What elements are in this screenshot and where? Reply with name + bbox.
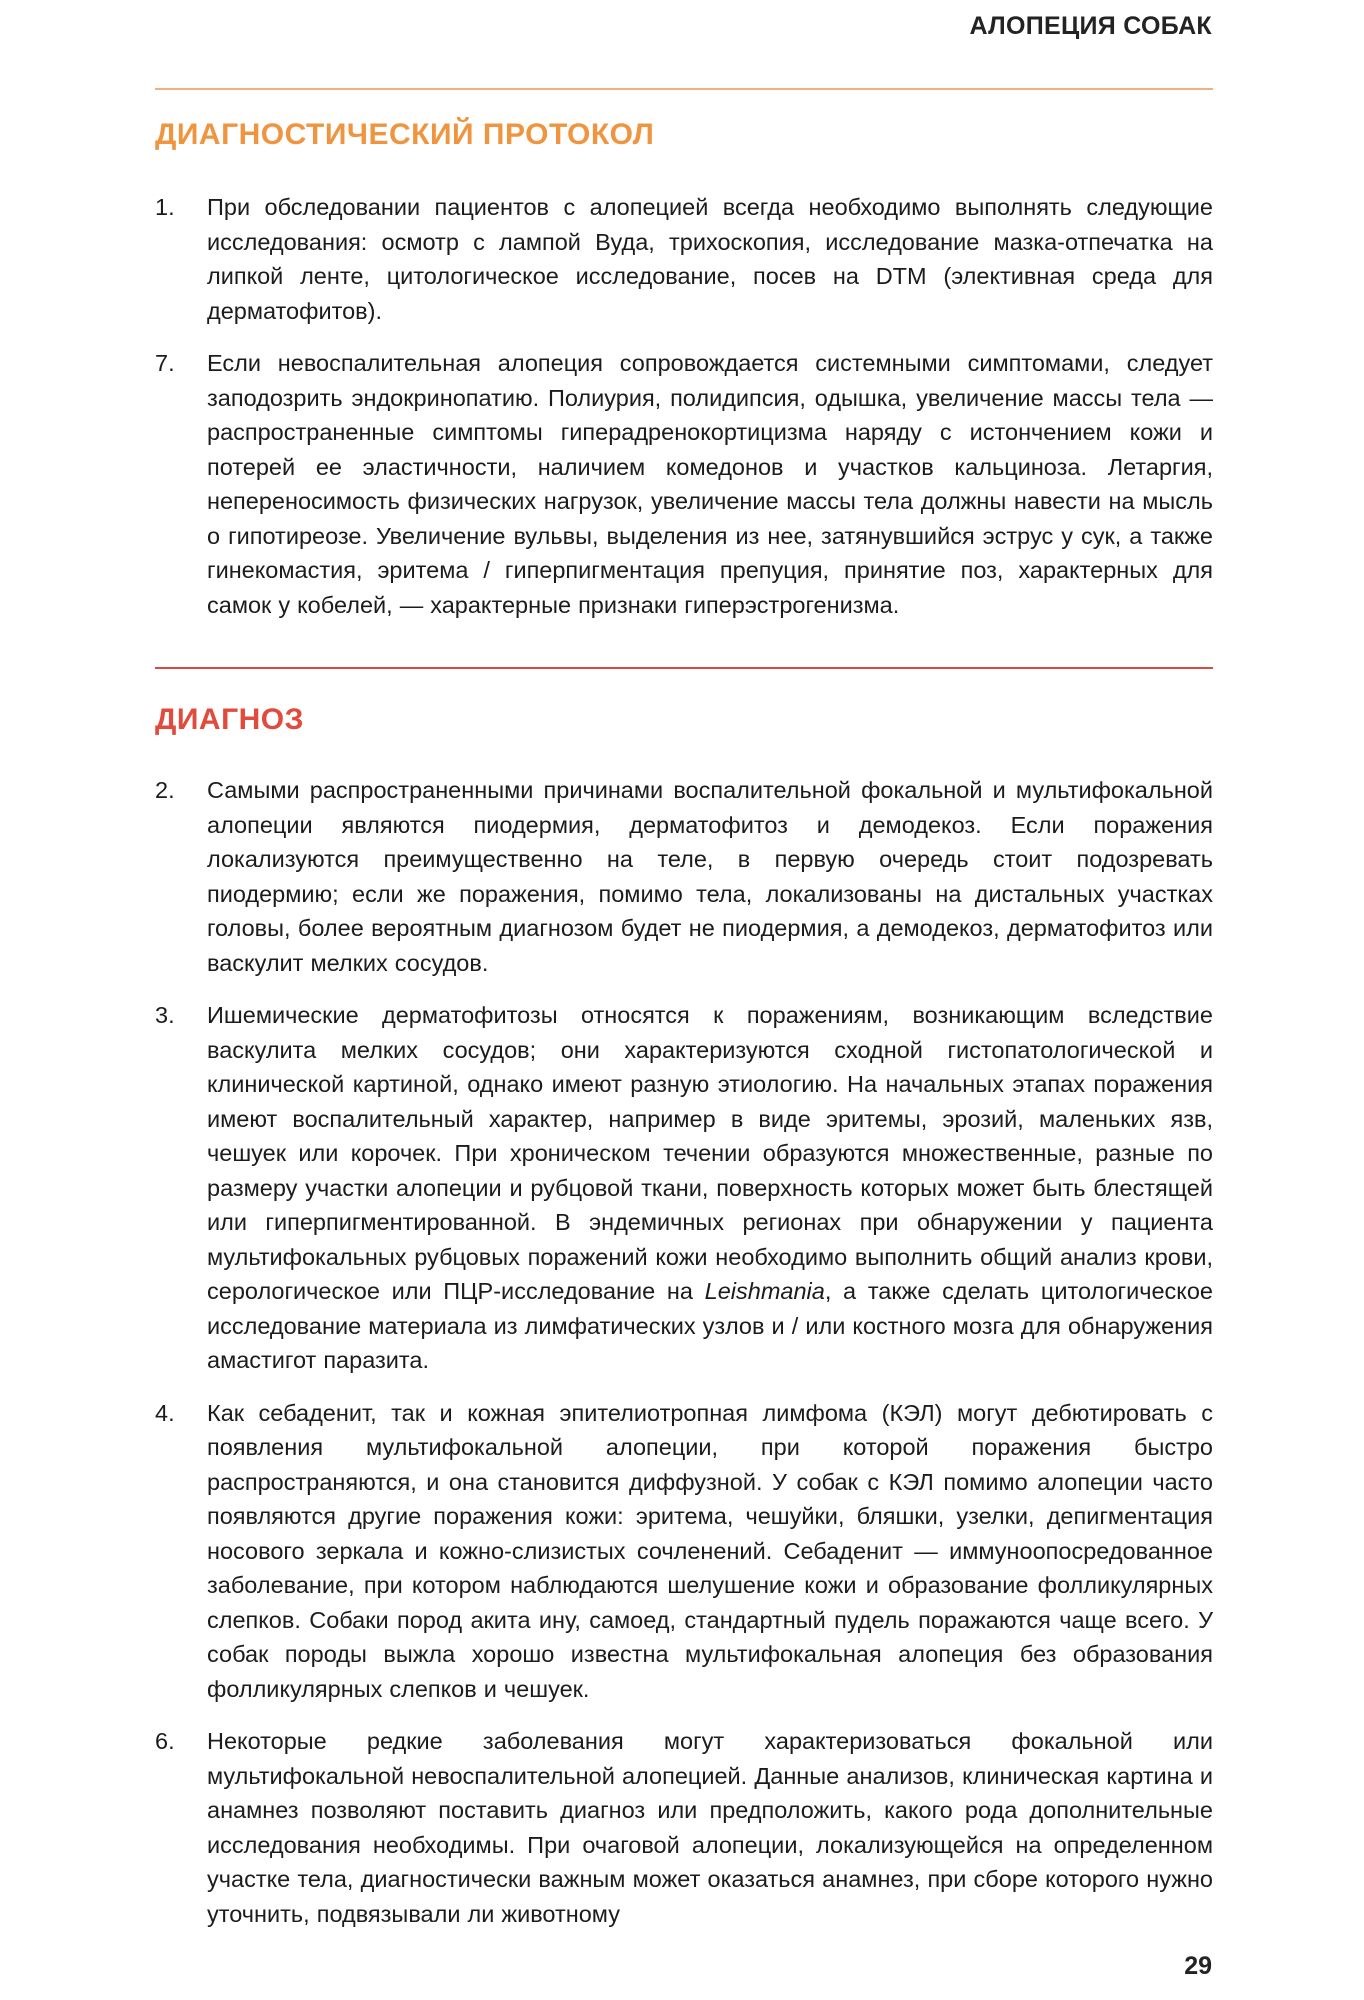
item-number: 4. (155, 1399, 175, 1426)
item-text-part: , а также сделать цитологическое исследование материала из лимфатических узлов и / или костного мозга для обнаружения амастигот паразита. (207, 1278, 1213, 1373)
item-text: При обследовании пациентов с алопецией всегда необходимо выполнять следующие исследования: осмотр с лампой Вуда, трихоскопия, исследование мазка-отпечатка на липкой ленте, цитологическое исследование, посев на DTM (элективная среда для дерматофитов). (207, 194, 1213, 324)
item-number: 7. (155, 350, 175, 376)
protocol-list (155, 190, 1213, 640)
list-item (155, 998, 1213, 1378)
item-number: 6. (155, 1728, 175, 1754)
item-text: Как себаденит, так и кожная эпителиотропная лимфома (КЭЛ) могут дебютировать с появления мультифокальной алопеции, при которой поражения быстро распространяются, и она становится диффузной. У собак с КЭЛ помимо алопеции часто появляются другие поражения кожи: эритема, чешуйки, бляшки, узелки, депигментация носового зеркала и кожно-слизистых сочленений. Себаденит — иммуноопосредованное заболевание, при котором наблюдаются шелушение кожи и образование фолликулярных слепков. Собаки пород акита ину, самоед, стандартный пудель поражаются чаще всего. У собак породы выжла хорошо известна мультифокальная алопеция без образования фолликулярных слепков и чешуек. (207, 1399, 1213, 1702)
running-head: АЛОПЕЦИЯ СОБАК (969, 12, 1212, 40)
list-item (155, 773, 1213, 980)
top-divider (155, 88, 1213, 90)
protocol-section-title: ДИАГНОСТИЧЕСКИЙ ПРОТОКОЛ (155, 118, 655, 151)
item-text (207, 998, 1213, 1378)
item-number: 3. (155, 1002, 175, 1028)
section-divider (155, 667, 1213, 669)
item-text: Некоторые редкие заболевания могут характеризоваться фокальной или мультифокальной невоспалительной алопецией. Данные анализов, клиническая картина и анамнез позволяют поставить диагноз или предположить, какого рода дополнительные исследования необходимы. При очаговой алопеции, локализующейся на определенном участке тела, диагностически важным может оказаться анамнез, при сборе которого нужно уточнить, подвязывали ли животному (207, 1728, 1213, 1927)
item-text-part: Ишемические дерматофитозы относятся к поражениям, возникающим вследствие васкулита мелких сосудов; они характеризуются сходной гистопатологической и клинической картиной, однако имеют разную этиологию. На начальных этапах поражения имеют воспалительный характер, например в виде эритемы, эрозий, маленьких язв, чешуек или корочек. При хроническом течении образуются множественные, разные по размеру участки алопеции и рубцовой ткани, поверхность которых может быть блестящей или гиперпигментированной. В эндемичных регионах при обнаружении у пациента мультифокальных рубцовых поражений кожи необходимо выполнить общий анализ крови, серологическое или ПЦР-исследование на (207, 1002, 1213, 1304)
list-item (155, 1724, 1213, 1931)
item-text: Если невоспалительная алопеция сопровождается системными симптомами, следует заподозрить эндокринопатию. Полиурия, полидипсия, одышка, увеличение массы тела — распространенные симптомы гиперадренокортицизма наряду с истончением кожи и потерей ее эластичности, наличием комедонов и участков кальциноза. Летаргия, непереносимость физических нагрузок, увеличение массы тела должны навести на мысль о гипотиреозе. Увеличение вульвы, выделения из нее, затянувшийся эструс у сук, а также гинекомастия, эритема / гиперпигментация препуция, принятие поз, характерных для самок у кобелей, — характерные признаки гиперэстрогенизма. (207, 350, 1213, 618)
list-item (155, 1396, 1213, 1707)
item-text: Самыми распространенными причинами воспалительной фокальной и мультифокальной алопеции являются пиодермия, дерматофитоз и демодекоз. Если поражения локализуются преимущественно на теле, в первую очередь стоит подозревать пиодермию; если же поражения, помимо тела, локализованы на дистальных участках головы, более вероятным диагнозом будет не пиодермия, а демодекоз, дерматофитоз или васкулит мелких сосудов. (207, 777, 1213, 976)
list-item (155, 190, 1213, 328)
list-item (155, 346, 1213, 622)
item-number: 2. (155, 777, 175, 803)
page-number: 29 (1184, 1952, 1212, 1980)
item-number: 1. (155, 194, 175, 220)
diagnosis-section-title: ДИАГНОЗ (155, 703, 304, 736)
diagnosis-list (155, 773, 1213, 1949)
item-text-italic: Leishmania (704, 1278, 825, 1304)
